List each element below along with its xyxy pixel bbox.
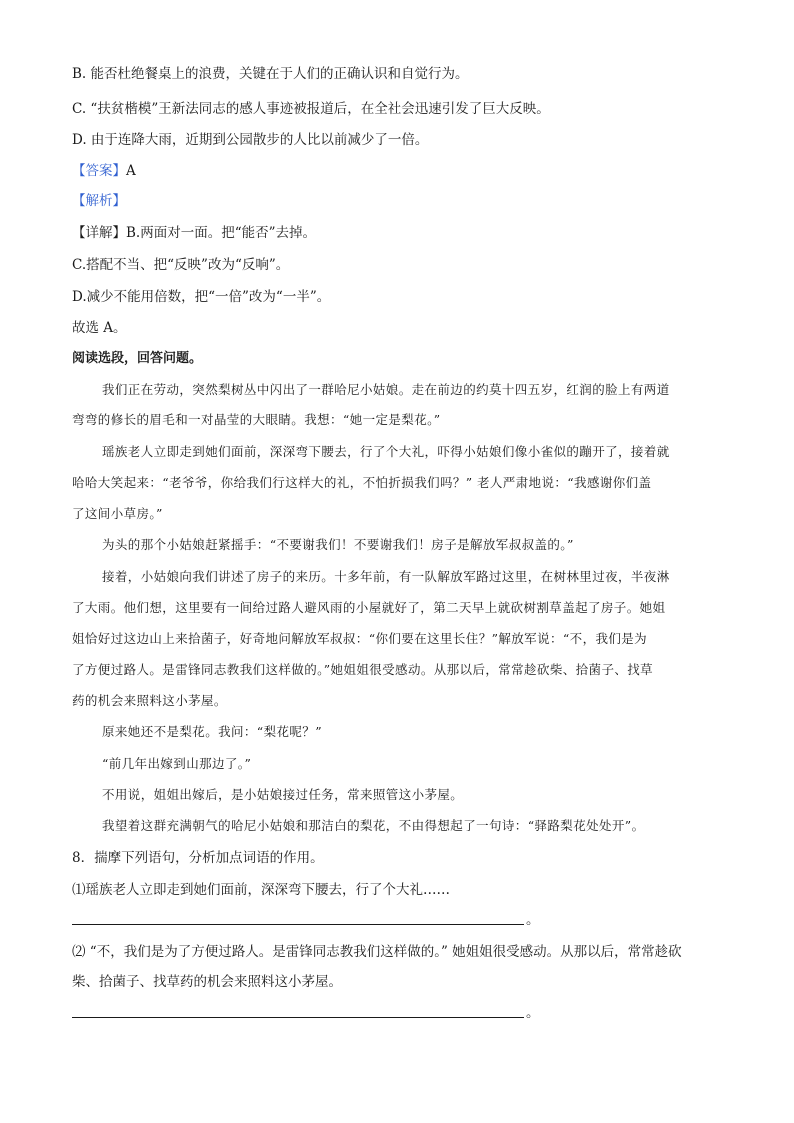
analysis-label: 【解析】 <box>72 193 126 209</box>
answer-line <box>72 161 136 181</box>
question-item-2-line-1: ⑵ “不，我们是为了方便过路人。是雷锋同志教我们这样做的。” 她姐姐很受感动。从那以后，常常趁砍 <box>72 944 682 960</box>
analysis-line <box>72 191 126 211</box>
passage-line: 我们正在劳动，突然梨树丛中闪出了一群哈尼小姑娘。走在前边的约莫十四五岁，红润的脸上有两道 <box>102 382 670 397</box>
detail-line-b <box>72 223 316 243</box>
option-c: C. “扶贫楷模”王新法同志的感人事迹被报道后，在全社会迅速引发了巨大反映。 <box>72 101 550 117</box>
question-stem: 8．揣摩下列语句，分析加点词语的作用。 <box>72 850 324 866</box>
passage-line: 哈哈大笑起来：“老爷爷，你给我们行这样大的礼，不怕折损我们吗？” 老人严肃地说：“我感谢你们盖 <box>72 475 652 490</box>
answer-value: A <box>126 163 136 179</box>
passage-line: “前几年出嫁到山那边了。” <box>102 756 252 771</box>
answer-label: 【答案】 <box>72 163 126 179</box>
conclusion: 故选 A。 <box>72 320 127 336</box>
blank-period-1: 。 <box>526 912 540 928</box>
passage-line: 瑶族老人立即走到她们面前，深深弯下腰去，行了个大礼，吓得小姑娘们像小雀似的蹦开了，接着就 <box>102 444 670 459</box>
blank-period-2: 。 <box>526 1005 540 1021</box>
passage-line: 姐恰好过这边山上来拾菌子，好奇地问解放军叔叔：“你们要在这里长住？”解放军说：“不，我们是为 <box>72 631 648 646</box>
passage-line: 不用说，姐姐出嫁后，是小姑娘接过任务，常来照管这小茅屋。 <box>102 787 464 802</box>
option-b: B. 能否杜绝餐桌上的浪费，关键在于人们的正确认识和自觉行为。 <box>72 66 469 82</box>
passage-line: 原来她还不是梨花。我问：“梨花呢？” <box>102 724 322 739</box>
answer-blank-1[interactable] <box>72 924 524 925</box>
detail-d: D.减少不能用倍数，把“一倍”改为“一半”。 <box>72 289 331 305</box>
detail-c: C.搭配不当、把“反映”改为“反响”。 <box>72 257 290 273</box>
passage-line: 接着，小姑娘向我们讲述了房子的来历。十多年前，有一队解放军路过这里，在树林里过夜，半夜淋 <box>102 569 670 584</box>
passage-line: 弯弯的修长的眉毛和一对晶莹的大眼睛。我想：“她一定是梨花。” <box>72 412 441 427</box>
passage-line: 药的机会来照料这小茅屋。 <box>72 693 227 708</box>
passage-line: 为头的那个小姑娘赶紧摇手：“不要谢我们！不要谢我们！房子是解放军叔叔盖的。” <box>102 537 574 552</box>
question-item-1: ⑴瑶族老人立即走到她们面前，深深弯下腰去，行了个大礼…… <box>72 882 450 898</box>
answer-blank-2[interactable] <box>72 1017 524 1018</box>
reading-heading: 阅读选段，回答问题。 <box>72 351 203 366</box>
passage-line: 了大雨。他们想，这里要有一间给过路人避风雨的小屋就好了，第二天早上就砍树割草盖起了房子。她姐 <box>72 600 666 615</box>
passage-line: 了这间小草房。” <box>72 506 163 521</box>
detail-b: B.两面对一面。把“能否”去掉。 <box>126 225 317 241</box>
passage-line: 了方便过路人。是雷锋同志教我们这样做的。”她姐姐很受感动。从那以后，常常趁砍柴、拾菌子、找草 <box>72 662 654 677</box>
passage-line: 我望着这群充满朝气的哈尼小姑娘和那洁白的梨花，不由得想起了一句诗：“驿路梨花处处开”。 <box>102 818 645 833</box>
option-d: D. 由于连降大雨，近期到公园散步的人比以前减少了一倍。 <box>72 132 429 148</box>
question-item-2-line-2: 柴、拾菌子、找草药的机会来照料这小茅屋。 <box>72 974 342 990</box>
detail-label: 【详解】 <box>72 225 126 241</box>
